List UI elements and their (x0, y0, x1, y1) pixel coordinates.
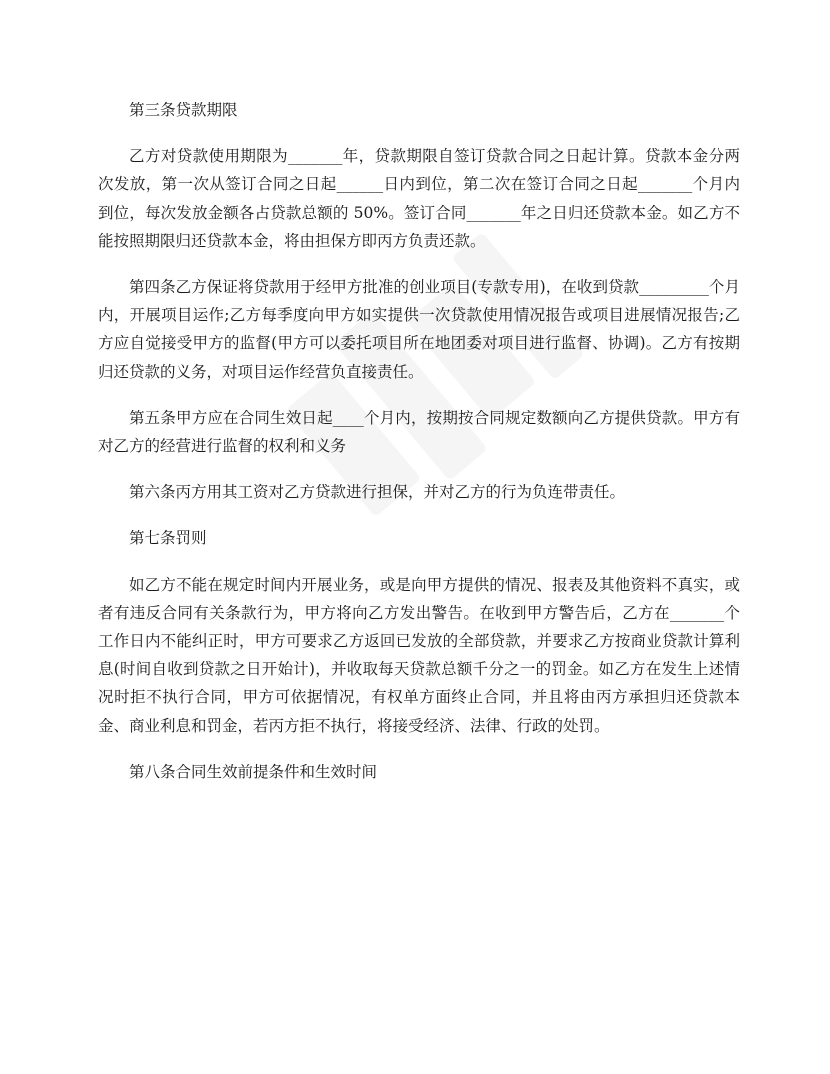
article-7-body: 如乙方不能在规定时间内开展业务，或是向甲方提供的情况、报表及其他资料不真实，或者有违反合同有关条款行为，甲方将向乙方发出警告。在收到甲方警告后，乙方在_______个工作日内不能纠正时，甲方可要求乙方返回已发放的全部贷款，并要求乙方按商业贷款计算利息(时间自收到贷款之日开始计)，并收取每天贷款总额千分之一的罚金。如乙方在发生上述情况时拒不执行合同，甲方可依据情况，有权单方面终止合同，并且将由丙方承担归还贷款本金、商业利息和罚金，若丙方拒不执行，将接受经济、法律、行政的处罚。 (98, 575, 740, 735)
article-7-heading: 第七条罚则 (129, 529, 207, 548)
article-6-body: 第六条丙方用其工资对乙方贷款进行担保，并对乙方的行为负连带责任。 (129, 483, 626, 502)
article-8-heading: 第八条合同生效前提条件和生效时间 (129, 762, 378, 781)
article-3-heading: 第三条贷款期限 (129, 101, 238, 119)
article-3-body: 乙方对贷款使用期限为_______年，贷款期限自签订贷款合同之日起计算。贷款本金分两次发放，第一次从签订合同之日起______日内到位，第二次在签订合同之日起_______个月内到位，每次发放金额各占贷款总额的 50%。签订合同_______年之日归还贷款本金。如乙方不能按照期限归还贷款本金，将由担保方即丙方负责还款。 (98, 147, 740, 250)
document-body (98, 96, 740, 804)
article-5-body: 第五条甲方应在合同生效日起____个月内，按期按合同规定数额向乙方提供贷款。甲方有对乙方的经营进行监督的权利和义务 (98, 408, 740, 456)
article-4-body: 第四条乙方保证将贷款用于经甲方批准的创业项目(专款专用)，在收到贷款_________个月内，开展项目运作;乙方每季度向甲方如实提供一次贷款使用情况报告或项目进展情况报告;乙方应自觉接受甲方的监督(甲方可以委托项目所在地团委对项目进行监督、协调)。乙方有按期归还贷款的义务，对项目运作经营负直接责任。 (98, 278, 740, 381)
